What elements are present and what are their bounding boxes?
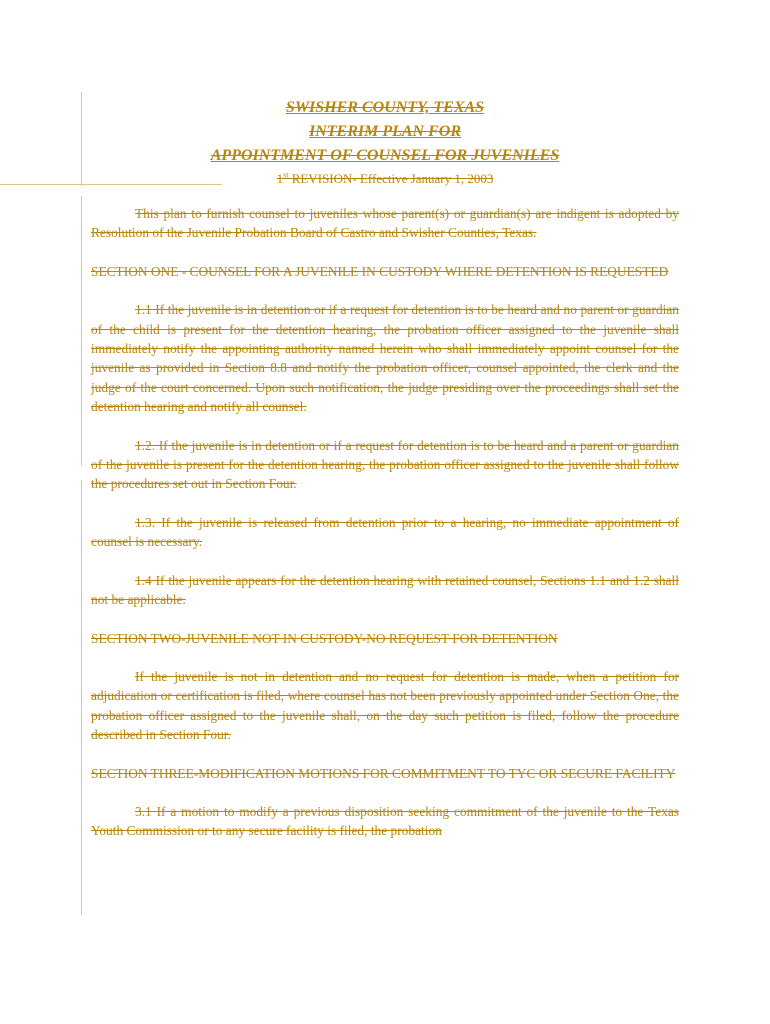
section-two-heading: SECTION TWO-JUVENILE NOT IN CUSTODY-NO REQUEST FOR DETENTION — [91, 630, 558, 646]
section-3-1: 3.1 If a motion to modify a previous disposition seeking commitment of the juvenile to the Texas Youth Commission or to any secure facility is filed, the probation — [91, 803, 679, 839]
revision-sup: st — [283, 170, 289, 180]
revision-prefix: 1 — [276, 171, 284, 186]
left-margin-bar-top — [81, 92, 82, 186]
section-1-4: 1.4 If the juvenile appears for the detention hearing with retained counsel, Sections 1.1 and 1.2 shall not be applicable. — [91, 572, 679, 608]
section-2-paragraph: If the juvenile is not in detention and no request for detention is made, when a petition for adjudication or certification is filed, where counsel has not been previously appointed under Section One, the probation officer assigned to the juvenile shall, on the day such petition is filed, follow the procedure described in Section Four. — [91, 668, 679, 743]
document-title-line-1: SWISHER COUNTY, TEXAS — [285, 99, 485, 116]
section-1-2: 1.2. If the juvenile is in detention or if a request for detention is to be heard and a parent or guardian of the juvenile is present for the detention hearing, the probation officer assigned to the juvenile shall follow the procedures set out in Section Four. — [91, 437, 679, 492]
document-page — [91, 96, 679, 841]
revision-text: REVISION- Effective January 1, 2003 — [288, 171, 494, 186]
intro-paragraph: This plan to furnish counsel to juveniles whose parent(s) or guardian(s) are indigent is adopted by Resolution of the Juvenile Probation Board of Castro and Swisher Counties, Texas. — [91, 206, 679, 241]
section-1-1: 1.1 If the juvenile is in detention or if a request for detention is to be heard and no parent or guardian of the child is present for the detention hearing, the probation officer assigned to the juvenile shall immediately notify the appointing authority named herein who shall immediately appoint counsel for the juvenile as provided in Section 8.8 and notify the probation officer, counsel appointed, the clerk and the judge of the court concerned. Upon such notification, the judge presiding over the proceedings shall set the detention hearing and notify all counsel. — [91, 302, 679, 415]
section-one-heading: SECTION ONE - COUNSEL FOR A JUVENILE IN CUSTODY WHERE DETENTION IS REQUESTED — [91, 263, 669, 279]
document-title-line-2: INTERIM PLAN FOR — [308, 123, 462, 140]
left-margin-bar-lower — [81, 480, 82, 915]
left-margin-bar-main — [81, 196, 82, 466]
revision-line — [91, 170, 679, 188]
document-title-line-3: APPOINTMENT OF COUNSEL FOR JUVENILES — [210, 147, 560, 164]
section-1-3: 1.3. If the juvenile is released from detention prior to a hearing, no immediate appointment of counsel is necessary. — [91, 514, 679, 550]
section-one-dash — [91, 281, 135, 300]
section-three-heading: SECTION THREE-MODIFICATION MOTIONS FOR COMMITMENT TO TYC OR SECURE FACILITY — [91, 765, 676, 781]
